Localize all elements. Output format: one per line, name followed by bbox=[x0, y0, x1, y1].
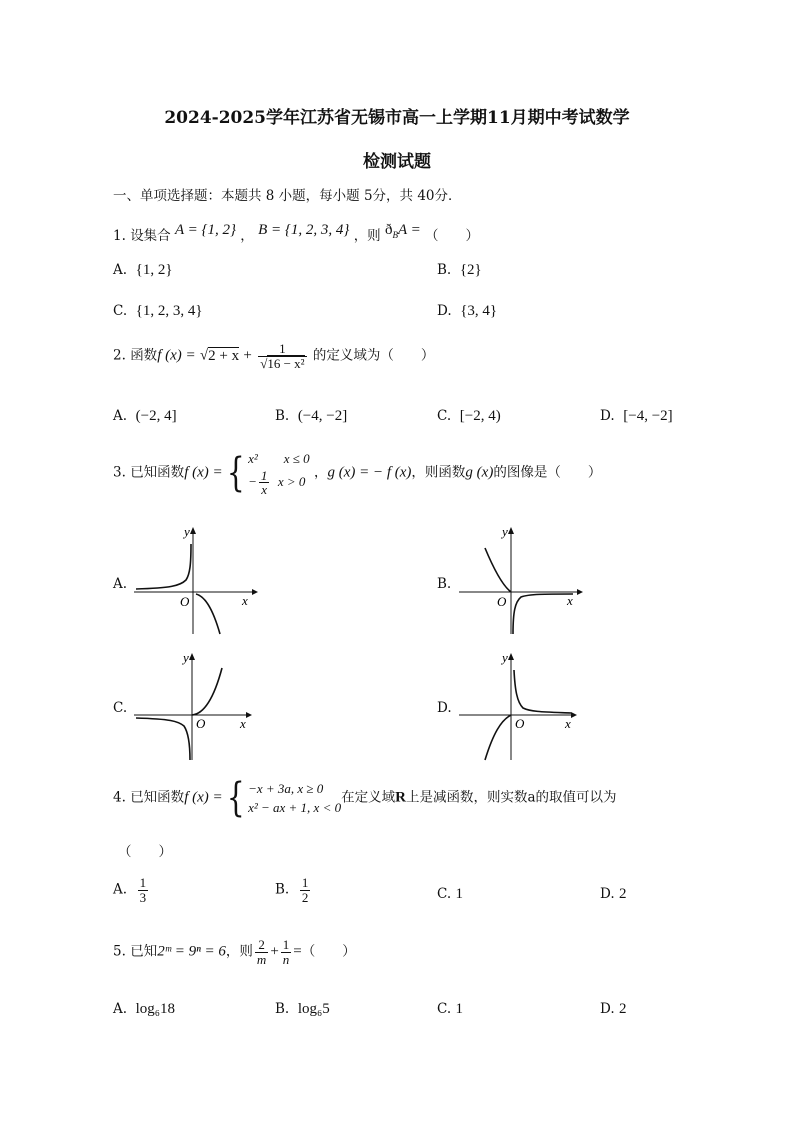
q1-number: 1. bbox=[113, 228, 126, 244]
q1-option-a bbox=[113, 262, 173, 279]
q1-option-c-label: C. bbox=[113, 303, 128, 319]
q2-sqrt-radicand: 2 + x bbox=[208, 347, 240, 364]
q3-option-a-label: A. bbox=[113, 576, 128, 592]
q2-option-b-label: B. bbox=[275, 408, 290, 424]
q2-option-d-label: D. bbox=[600, 408, 615, 424]
q1-option-a-label: A. bbox=[113, 262, 128, 278]
question-2 bbox=[113, 342, 434, 370]
q2-sqrt: √2 + x bbox=[199, 347, 240, 364]
q4-piece-1: −x + 3a, x ≥ 0 bbox=[248, 780, 324, 796]
q2-fraction bbox=[258, 342, 306, 370]
q2-fraction-den-radicand: 16 − x² bbox=[267, 355, 305, 371]
q4-option-a-num: 1 bbox=[139, 875, 147, 890]
q5-frac-1-num: 2 bbox=[258, 937, 265, 952]
q4-number: 4. bbox=[113, 789, 126, 806]
q3-piece-1: x² x ≤ 0 bbox=[248, 451, 310, 466]
q3-graph-d-y-arrow bbox=[508, 653, 514, 660]
q4-prefix: 已知函数 bbox=[130, 789, 185, 806]
q3-piecewise bbox=[248, 449, 310, 497]
q4-option-d-label: D. bbox=[600, 886, 615, 902]
q3-graph-a-x-arrow bbox=[252, 589, 258, 595]
q3-graph-b-y-label: y bbox=[502, 524, 508, 539]
q3-suffix-1: ，则函数 bbox=[411, 464, 466, 481]
q3-graph-d-y-label: y bbox=[502, 650, 508, 665]
q3-graph-b-x-arrow bbox=[577, 589, 583, 595]
q5-option-d-value: 2 bbox=[618, 1001, 627, 1017]
q4-option-a bbox=[113, 876, 150, 904]
q4-piecewise bbox=[248, 779, 341, 818]
q5-option-a bbox=[113, 1001, 175, 1018]
q2-plus: + bbox=[243, 347, 252, 364]
q4-option-d bbox=[600, 886, 626, 903]
q3-brace: { bbox=[226, 449, 245, 496]
q1-complement-end: A = bbox=[397, 222, 421, 238]
q3-option-c-label: C. bbox=[113, 700, 128, 716]
q4-option-b-num: 1 bbox=[301, 875, 309, 890]
q1-complement-sub: B bbox=[392, 230, 398, 240]
q3-graph-d-curve-left bbox=[485, 715, 511, 760]
q3-graph-d-curve-right bbox=[514, 670, 571, 713]
q2-option-b-value: (−4, −2] bbox=[297, 408, 348, 424]
q1-complement bbox=[385, 222, 421, 238]
q4-option-d-value: 2 bbox=[618, 886, 627, 902]
q3-graph-b-origin: O bbox=[497, 594, 507, 609]
q5-paren: （ ） bbox=[301, 943, 356, 960]
q3-graph-c-curve-right bbox=[192, 668, 222, 715]
q2-option-a-label: A. bbox=[113, 408, 128, 424]
q2-option-b bbox=[275, 408, 347, 425]
q5-option-d bbox=[600, 1001, 626, 1018]
q4-suffix-b: 上是减函数，则实数a的取值可以为 bbox=[405, 789, 617, 806]
doc-title-line2: 检测试题 bbox=[363, 152, 431, 172]
q1-option-b-value: {2} bbox=[459, 262, 482, 278]
q3-piece-2-frac bbox=[259, 469, 270, 497]
q5-frac-1 bbox=[255, 938, 268, 966]
q5-prefix: 已知 bbox=[130, 943, 158, 960]
q3-gx: g (x) = − f (x) bbox=[327, 464, 412, 481]
q4-option-b-label: B. bbox=[275, 881, 290, 898]
q1-set-b: B = {1, 2, 3, 4} bbox=[258, 222, 350, 238]
q3-graph-b bbox=[455, 522, 585, 640]
q1-set-a: A = {1, 2} bbox=[174, 222, 236, 238]
q4-option-b-frac bbox=[300, 876, 311, 904]
q5-option-a-value: log₆18 bbox=[135, 1001, 176, 1017]
q3-number: 3. bbox=[113, 464, 126, 481]
q3-graph-a-curve-left bbox=[136, 544, 191, 589]
q3-graph-c-y-label: y bbox=[183, 650, 189, 665]
q3-graph-d bbox=[455, 648, 585, 766]
q4-option-c-label: C. bbox=[437, 886, 452, 902]
q1-option-d bbox=[437, 303, 497, 320]
q4-option-a-den: 3 bbox=[139, 889, 147, 905]
q3-graph-b-y-arrow bbox=[508, 527, 514, 534]
q5-frac-1-den: m bbox=[256, 951, 267, 967]
q5-option-a-label: A. bbox=[113, 1001, 128, 1017]
q5-frac-2-den: n bbox=[282, 951, 290, 967]
q4-option-a-frac bbox=[138, 876, 149, 904]
q2-option-d bbox=[600, 408, 673, 425]
q1-complement-symbol: ð bbox=[384, 222, 393, 238]
q1-then: ，则 bbox=[353, 228, 381, 244]
q1-paren: （ ） bbox=[425, 228, 480, 244]
q3-piece-2-sign: − bbox=[248, 473, 257, 489]
q4-option-b bbox=[275, 876, 312, 904]
q5-eq: = bbox=[293, 943, 302, 960]
q3-suffix-2: 的图像是（ ） bbox=[493, 464, 602, 481]
q5-plus: + bbox=[270, 943, 279, 960]
q4-option-b-den: 2 bbox=[301, 889, 309, 905]
q4-option-a-label: A. bbox=[113, 881, 128, 898]
q2-fraction-den: √16 − x² bbox=[260, 355, 305, 371]
q3-graph-a bbox=[130, 522, 260, 640]
q1-option-b-label: B. bbox=[437, 262, 452, 278]
q3-graph-c-y-arrow bbox=[189, 653, 195, 660]
q2-option-c-value: [−2, 4) bbox=[459, 408, 501, 424]
q3-graph-a-origin: O bbox=[180, 594, 190, 609]
q5-option-b-value: log₆5 bbox=[297, 1001, 330, 1017]
q5-option-c-value: 1 bbox=[455, 1001, 463, 1017]
q4-option-c bbox=[437, 886, 463, 903]
q3-option-b-label: B. bbox=[437, 576, 452, 592]
q3-graph-c-x-label: x bbox=[240, 716, 246, 731]
q5-then: ，则 bbox=[225, 943, 253, 960]
q5-option-c bbox=[437, 1001, 463, 1018]
q3-piece-2-cond: x > 0 bbox=[277, 473, 306, 489]
q2-prefix: 函数 bbox=[130, 347, 158, 364]
q3-graph-c-origin: O bbox=[196, 716, 206, 731]
q5-number: 5. bbox=[113, 943, 126, 960]
q3-option-d-label: D. bbox=[437, 700, 452, 716]
question-3 bbox=[113, 449, 601, 497]
q5-option-d-label: D. bbox=[600, 1001, 615, 1017]
q3-gx2: g (x) bbox=[465, 464, 494, 481]
q2-option-c-label: C. bbox=[437, 408, 452, 424]
q4-set-r: R bbox=[395, 789, 406, 806]
q2-option-a bbox=[113, 408, 177, 425]
question-5 bbox=[113, 938, 356, 966]
q3-graph-c-curve-left bbox=[136, 718, 190, 760]
doc-title-line1: 2024-2025学年江苏省无锡市高一上学期11月期中考试数学 bbox=[164, 108, 630, 128]
q1-option-c bbox=[113, 303, 203, 320]
q2-option-c bbox=[437, 408, 501, 425]
q1-option-c-value: {1, 2, 3, 4} bbox=[135, 303, 203, 319]
q5-frac-2 bbox=[281, 938, 292, 966]
q2-option-a-value: (−2, 4] bbox=[135, 408, 177, 424]
q5-condition: 2ᵐ = 9ⁿ = 6 bbox=[157, 943, 226, 960]
q5-option-b bbox=[275, 1001, 330, 1018]
q3-graph-d-x-label: x bbox=[565, 716, 571, 731]
q3-graph-c bbox=[130, 648, 260, 766]
q1-option-a-value: {1, 2} bbox=[135, 262, 173, 278]
q1-option-d-label: D. bbox=[437, 303, 452, 319]
q2-suffix: 的定义域为（ ） bbox=[312, 347, 435, 364]
q4-piece-2: x² − ax + 1, x < 0 bbox=[248, 800, 342, 815]
q5-option-b-label: B. bbox=[275, 1001, 290, 1017]
q3-prefix: 已知函数 bbox=[130, 464, 185, 481]
q5-option-c-label: C. bbox=[437, 1001, 452, 1017]
q2-fx: f (x) = bbox=[157, 347, 196, 364]
q3-graph-d-x-arrow bbox=[571, 712, 577, 718]
q4-option-c-value: 1 bbox=[455, 886, 463, 902]
q1-option-d-value: {3, 4} bbox=[460, 303, 498, 319]
q3-piece-2-den: x bbox=[259, 482, 270, 497]
q3-graph-a-y-label: y bbox=[184, 524, 190, 539]
q3-graph-a-y-arrow bbox=[190, 527, 196, 534]
question-1 bbox=[113, 224, 479, 246]
q2-option-d-value: [−4, −2] bbox=[623, 408, 673, 424]
q3-graph-a-x-label: x bbox=[242, 593, 248, 608]
q2-number: 2. bbox=[113, 347, 126, 364]
q3-piece-2 bbox=[248, 469, 310, 497]
q1-option-b bbox=[437, 262, 482, 279]
q3-graph-b-x-label: x bbox=[567, 593, 573, 608]
q4-paren: （ ） bbox=[118, 844, 172, 860]
q1-comma: ， bbox=[240, 228, 254, 244]
q3-comma: ， bbox=[313, 464, 328, 481]
q3-graph-d-origin: O bbox=[515, 716, 525, 731]
q3-fx: f (x) = bbox=[184, 464, 223, 481]
q5-frac-2-num: 1 bbox=[282, 937, 290, 952]
q3-graph-b-curve-right bbox=[513, 594, 573, 634]
q2-fraction-num: 1 bbox=[279, 341, 286, 356]
q4-brace: { bbox=[226, 775, 245, 821]
q1-prefix: 设集合 bbox=[130, 228, 171, 244]
section-heading: 一、单项选择题：本题共 8 小题，每小题 5分，共 40分． bbox=[113, 188, 462, 204]
q3-piece-2-num: 1 bbox=[260, 467, 268, 483]
q4-fx: f (x) = bbox=[184, 789, 223, 806]
q3-graph-a-curve-right bbox=[196, 594, 220, 634]
q4-suffix-a: 在定义域 bbox=[341, 789, 396, 806]
question-4 bbox=[113, 775, 617, 821]
q3-graph-c-x-arrow bbox=[246, 712, 252, 718]
q3-graph-b-curve-left bbox=[485, 548, 511, 592]
